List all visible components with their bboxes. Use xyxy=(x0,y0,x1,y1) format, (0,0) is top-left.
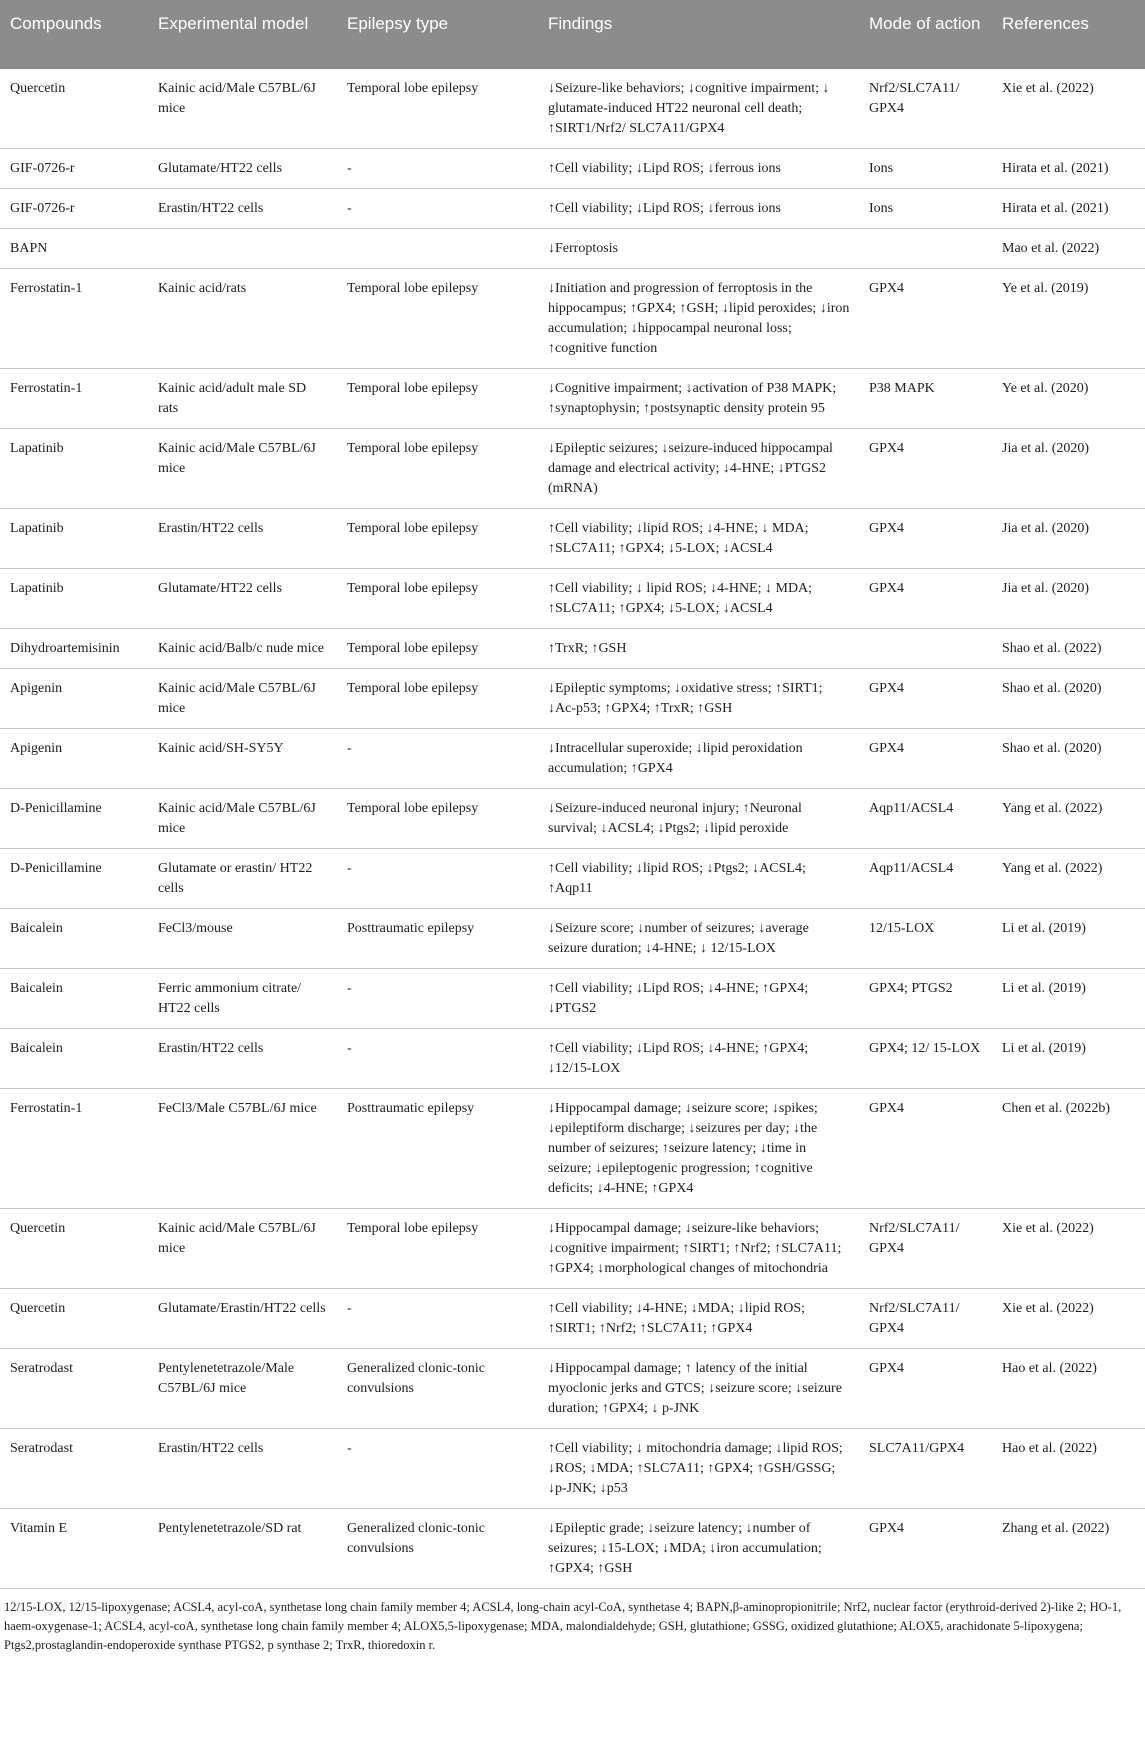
findings-cell: ↓Hippocampal damage; ↓seizure score; ↓spikes; ↓epileptiform discharge; ↓seizures per day; ↓the number of seizures; ↑seizure latency; ↓time in seizure; ↓epileptogenic progression; ↑cognitive deficits; ↓4-HNE; ↑GPX4 xyxy=(538,1089,859,1209)
reference-cell: Shao et al. (2020) xyxy=(992,729,1145,789)
table-row xyxy=(0,969,1145,1029)
reference-cell: Li et al. (2019) xyxy=(992,969,1145,1029)
table-row xyxy=(0,509,1145,569)
findings-cell: ↓Seizure score; ↓number of seizures; ↓average seizure duration; ↓4-HNE; ↓ 12/15-LOX xyxy=(538,909,859,969)
reference-cell: Hao et al. (2022) xyxy=(992,1429,1145,1509)
model-cell: Kainic acid/Male C57BL/6J mice xyxy=(148,669,337,729)
epilepsy-type-cell: - xyxy=(337,849,538,909)
findings-cell: ↓Ferroptosis xyxy=(538,229,859,269)
findings-cell: ↑Cell viability; ↓Lipd ROS; ↓ferrous ions xyxy=(538,189,859,229)
compound-cell: Seratrodast xyxy=(0,1429,148,1509)
model-cell: FeCl3/mouse xyxy=(148,909,337,969)
compound-cell: Baicalein xyxy=(0,1029,148,1089)
findings-cell: ↑Cell viability; ↓ mitochondria damage; ↓lipid ROS; ↓ROS; ↓MDA; ↑SLC7A11; ↑GPX4; ↑GSH/GSSG; ↓p-JNK; ↓p53 xyxy=(538,1429,859,1509)
mode-of-action-cell: GPX4 xyxy=(859,269,992,369)
compound-cell: Lapatinib xyxy=(0,569,148,629)
table-row xyxy=(0,729,1145,789)
table-header xyxy=(0,0,1145,69)
table-row xyxy=(0,229,1145,269)
mode-of-action-cell: Nrf2/SLC7A11/ GPX4 xyxy=(859,1209,992,1289)
model-cell: Kainic acid/Male C57BL/6J mice xyxy=(148,1209,337,1289)
mode-of-action-cell xyxy=(859,629,992,669)
compound-cell: GIF-0726-r xyxy=(0,149,148,189)
header-findings: Findings xyxy=(538,0,859,69)
model-cell: Glutamate or erastin/ HT22 cells xyxy=(148,849,337,909)
reference-cell: Xie et al. (2022) xyxy=(992,1289,1145,1349)
findings-cell: ↓Epileptic symptoms; ↓oxidative stress; ↑SIRT1; ↓Ac-p53; ↑GPX4; ↑TrxR; ↑GSH xyxy=(538,669,859,729)
mode-of-action-cell: Aqp11/ACSL4 xyxy=(859,789,992,849)
epilepsy-type-cell: Posttraumatic epilepsy xyxy=(337,909,538,969)
reference-cell: Yang et al. (2022) xyxy=(992,849,1145,909)
reference-cell: Ye et al. (2020) xyxy=(992,369,1145,429)
findings-cell: ↑Cell viability; ↓Lipd ROS; ↓4-HNE; ↑GPX4; ↓PTGS2 xyxy=(538,969,859,1029)
epilepsy-type-cell: Temporal lobe epilepsy xyxy=(337,269,538,369)
header-experimental-model: Experimental model xyxy=(148,0,337,69)
reference-cell: Li et al. (2019) xyxy=(992,1029,1145,1089)
mode-of-action-cell: Ions xyxy=(859,149,992,189)
model-cell: Erastin/HT22 cells xyxy=(148,189,337,229)
epilepsy-type-cell: Temporal lobe epilepsy xyxy=(337,369,538,429)
header-epilepsy-type: Epilepsy type xyxy=(337,0,538,69)
reference-cell: Jia et al. (2020) xyxy=(992,429,1145,509)
epilepsy-type-cell: - xyxy=(337,189,538,229)
reference-cell: Hirata et al. (2021) xyxy=(992,189,1145,229)
table-row xyxy=(0,1429,1145,1509)
table-row xyxy=(0,1509,1145,1589)
findings-cell: ↓Intracellular superoxide; ↓lipid peroxidation accumulation; ↑GPX4 xyxy=(538,729,859,789)
findings-cell: ↑Cell viability; ↓lipid ROS; ↓Ptgs2; ↓ACSL4; ↑Aqp11 xyxy=(538,849,859,909)
compound-cell: Quercetin xyxy=(0,69,148,149)
compound-cell: Ferrostatin-1 xyxy=(0,1089,148,1209)
model-cell: Erastin/HT22 cells xyxy=(148,509,337,569)
table-row xyxy=(0,69,1145,149)
table-row xyxy=(0,429,1145,509)
compound-cell: BAPN xyxy=(0,229,148,269)
compound-cell: Baicalein xyxy=(0,969,148,1029)
model-cell: Glutamate/Erastin/HT22 cells xyxy=(148,1289,337,1349)
findings-cell: ↓Seizure-induced neuronal injury; ↑Neuronal survival; ↓ACSL4; ↓Ptgs2; ↓lipid peroxide xyxy=(538,789,859,849)
epilepsy-type-cell: - xyxy=(337,1289,538,1349)
mode-of-action-cell: GPX4; 12/ 15-LOX xyxy=(859,1029,992,1089)
reference-cell: Chen et al. (2022b) xyxy=(992,1089,1145,1209)
table-row xyxy=(0,669,1145,729)
findings-cell: ↓Initiation and progression of ferroptosis in the hippocampus; ↑GPX4; ↑GSH; ↓lipid peroxides; ↓iron accumulation; ↓hippocampal neuronal loss; ↑cognitive function xyxy=(538,269,859,369)
mode-of-action-cell: 12/15-LOX xyxy=(859,909,992,969)
table-row xyxy=(0,1209,1145,1289)
table-row xyxy=(0,269,1145,369)
mode-of-action-cell: Aqp11/ACSL4 xyxy=(859,849,992,909)
findings-cell: ↑Cell viability; ↓Lipd ROS; ↓ferrous ions xyxy=(538,149,859,189)
findings-cell: ↑TrxR; ↑GSH xyxy=(538,629,859,669)
compound-cell: Lapatinib xyxy=(0,429,148,509)
epilepsy-type-cell: - xyxy=(337,1029,538,1089)
model-cell: Erastin/HT22 cells xyxy=(148,1029,337,1089)
compound-cell: Vitamin E xyxy=(0,1509,148,1589)
table-row xyxy=(0,189,1145,229)
epilepsy-type-cell: Temporal lobe epilepsy xyxy=(337,429,538,509)
model-cell: Kainic acid/Male C57BL/6J mice xyxy=(148,789,337,849)
table-row xyxy=(0,1089,1145,1209)
table-row xyxy=(0,849,1145,909)
mode-of-action-cell: Ions xyxy=(859,189,992,229)
epilepsy-type-cell: Temporal lobe epilepsy xyxy=(337,789,538,849)
compound-cell: Seratrodast xyxy=(0,1349,148,1429)
epilepsy-type-cell: - xyxy=(337,729,538,789)
epilepsy-type-cell: - xyxy=(337,1429,538,1509)
reference-cell: Xie et al. (2022) xyxy=(992,69,1145,149)
header-mode-of-action: Mode of action xyxy=(859,0,992,69)
mode-of-action-cell: GPX4 xyxy=(859,1349,992,1429)
findings-cell: ↑Cell viability; ↓Lipd ROS; ↓4-HNE; ↑GPX4; ↓12/15-LOX xyxy=(538,1029,859,1089)
model-cell: Glutamate/HT22 cells xyxy=(148,569,337,629)
table-row xyxy=(0,1289,1145,1349)
epilepsy-type-cell: Temporal lobe epilepsy xyxy=(337,509,538,569)
mode-of-action-cell: GPX4 xyxy=(859,1509,992,1589)
epilepsy-type-cell: - xyxy=(337,969,538,1029)
epilepsy-type-cell: Temporal lobe epilepsy xyxy=(337,629,538,669)
model-cell: Kainic acid/adult male SD rats xyxy=(148,369,337,429)
model-cell: Erastin/HT22 cells xyxy=(148,1429,337,1509)
header-references: References xyxy=(992,0,1145,69)
reference-cell: Mao et al. (2022) xyxy=(992,229,1145,269)
findings-cell: ↓Epileptic seizures; ↓seizure-induced hippocampal damage and electrical activity; ↓4-HNE; ↓PTGS2 (mRNA) xyxy=(538,429,859,509)
mode-of-action-cell: GPX4 xyxy=(859,509,992,569)
reference-cell: Hirata et al. (2021) xyxy=(992,149,1145,189)
reference-cell: Li et al. (2019) xyxy=(992,909,1145,969)
table-row xyxy=(0,149,1145,189)
reference-cell: Xie et al. (2022) xyxy=(992,1209,1145,1289)
model-cell: Kainic acid/Balb/c nude mice xyxy=(148,629,337,669)
findings-cell: ↓Hippocampal damage; ↑ latency of the initial myoclonic jerks and GTCS; ↓seizure score; ↓seizure duration; ↑GPX4; ↓ p-JNK xyxy=(538,1349,859,1429)
table-body xyxy=(0,69,1145,1589)
epilepsy-type-cell: - xyxy=(337,149,538,189)
mode-of-action-cell: GPX4 xyxy=(859,429,992,509)
model-cell: Kainic acid/rats xyxy=(148,269,337,369)
compound-cell: Apigenin xyxy=(0,669,148,729)
compound-cell: Ferrostatin-1 xyxy=(0,369,148,429)
epilepsy-type-cell: Generalized clonic-tonic convulsions xyxy=(337,1509,538,1589)
compound-cell: Quercetin xyxy=(0,1209,148,1289)
findings-cell: ↑Cell viability; ↓lipid ROS; ↓4-HNE; ↓ MDA; ↑SLC7A11; ↑GPX4; ↓5-LOX; ↓ACSL4 xyxy=(538,509,859,569)
mode-of-action-cell: P38 MAPK xyxy=(859,369,992,429)
findings-cell: ↑Cell viability; ↓ lipid ROS; ↓4-HNE; ↓ MDA; ↑SLC7A11; ↑GPX4; ↓5-LOX; ↓ACSL4 xyxy=(538,569,859,629)
header-compounds: Compounds xyxy=(0,0,148,69)
mode-of-action-cell: GPX4 xyxy=(859,729,992,789)
reference-cell: Hao et al. (2022) xyxy=(992,1349,1145,1429)
findings-cell: ↓Cognitive impairment; ↓activation of P38 MAPK; ↑synaptophysin; ↑postsynaptic density protein 95 xyxy=(538,369,859,429)
compound-cell: D-Penicillamine xyxy=(0,789,148,849)
compound-cell: D-Penicillamine xyxy=(0,849,148,909)
model-cell: Kainic acid/SH-SY5Y xyxy=(148,729,337,789)
table-row xyxy=(0,909,1145,969)
findings-cell: ↓Epileptic grade; ↓seizure latency; ↓number of seizures; ↓15-LOX; ↓MDA; ↓iron accumulation; ↑GPX4; ↑GSH xyxy=(538,1509,859,1589)
model-cell: Kainic acid/Male C57BL/6J mice xyxy=(148,69,337,149)
table-row xyxy=(0,629,1145,669)
reference-cell: Jia et al. (2020) xyxy=(992,569,1145,629)
reference-cell: Zhang et al. (2022) xyxy=(992,1509,1145,1589)
reference-cell: Ye et al. (2019) xyxy=(992,269,1145,369)
mode-of-action-cell: SLC7A11/GPX4 xyxy=(859,1429,992,1509)
compound-cell: Apigenin xyxy=(0,729,148,789)
header-row xyxy=(0,0,1145,69)
compound-cell: GIF-0726-r xyxy=(0,189,148,229)
table-row xyxy=(0,369,1145,429)
reference-cell: Yang et al. (2022) xyxy=(992,789,1145,849)
epilepsy-type-cell: Posttraumatic epilepsy xyxy=(337,1089,538,1209)
mode-of-action-cell xyxy=(859,229,992,269)
compound-cell: Quercetin xyxy=(0,1289,148,1349)
table-row xyxy=(0,1349,1145,1429)
model-cell: FeCl3/Male C57BL/6J mice xyxy=(148,1089,337,1209)
reference-cell: Shao et al. (2020) xyxy=(992,669,1145,729)
table-row xyxy=(0,789,1145,849)
model-cell: Ferric ammonium citrate/ HT22 cells xyxy=(148,969,337,1029)
model-cell: Pentylenetetrazole/Male C57BL/6J mice xyxy=(148,1349,337,1429)
reference-cell: Jia et al. (2020) xyxy=(992,509,1145,569)
model-cell: Pentylenetetrazole/SD rat xyxy=(148,1509,337,1589)
mode-of-action-cell: GPX4 xyxy=(859,669,992,729)
findings-cell: ↓Seizure-like behaviors; ↓cognitive impairment; ↓ glutamate-induced HT22 neuronal cell death; ↑SIRT1/Nrf2/ SLC7A11/GPX4 xyxy=(538,69,859,149)
compound-cell: Lapatinib xyxy=(0,509,148,569)
table-footnote: 12/15-LOX, 12/15-lipoxygenase; ACSL4, acyl-coA, synthetase long chain family member 4; ACSL4, long-chain acyl-CoA, synthetase 4; BAPN,β-aminopropionitrile; Nrf2, nuclear factor (erythroid-derived 2)-like 2; HO-1, haem-oxygenase-1; ACSL4, acyl-coA, synthetase long chain family member 4; ALOX5,5-lipoxygenase; MDA, malondialdehyde; GSH, glutathione; GSSG, oxidized glutathione; ALOX5, arachidonate 5-lipoxygena; Ptgs2,prostaglandin-endoperoxide synthase PTGS2, p synthase 2; TrxR, thioredoxin r. xyxy=(4,1600,1122,1652)
reference-cell: Shao et al. (2022) xyxy=(992,629,1145,669)
epilepsy-type-cell xyxy=(337,229,538,269)
epilepsy-type-cell: Temporal lobe epilepsy xyxy=(337,669,538,729)
epilepsy-type-cell: Temporal lobe epilepsy xyxy=(337,69,538,149)
mode-of-action-cell: Nrf2/SLC7A11/ GPX4 xyxy=(859,69,992,149)
mode-of-action-cell: GPX4; PTGS2 xyxy=(859,969,992,1029)
epilepsy-type-cell: Temporal lobe epilepsy xyxy=(337,569,538,629)
epilepsy-type-cell: Generalized clonic-tonic convulsions xyxy=(337,1349,538,1429)
model-cell xyxy=(148,229,337,269)
compound-cell: Baicalein xyxy=(0,909,148,969)
epilepsy-type-cell: Temporal lobe epilepsy xyxy=(337,1209,538,1289)
table-row xyxy=(0,569,1145,629)
mode-of-action-cell: Nrf2/SLC7A11/ GPX4 xyxy=(859,1289,992,1349)
model-cell: Kainic acid/Male C57BL/6J mice xyxy=(148,429,337,509)
model-cell: Glutamate/HT22 cells xyxy=(148,149,337,189)
compound-cell: Ferrostatin-1 xyxy=(0,269,148,369)
mode-of-action-cell: GPX4 xyxy=(859,569,992,629)
compound-cell: Dihydroartemisinin xyxy=(0,629,148,669)
mode-of-action-cell: GPX4 xyxy=(859,1089,992,1209)
table-row xyxy=(0,1029,1145,1089)
findings-cell: ↑Cell viability; ↓4-HNE; ↓MDA; ↓lipid ROS; ↑SIRT1; ↑Nrf2; ↑SLC7A11; ↑GPX4 xyxy=(538,1289,859,1349)
findings-cell: ↓Hippocampal damage; ↓seizure-like behaviors; ↓cognitive impairment; ↑SIRT1; ↑Nrf2; ↑SLC7A11; ↑GPX4; ↓morphological changes of mitochondria xyxy=(538,1209,859,1289)
